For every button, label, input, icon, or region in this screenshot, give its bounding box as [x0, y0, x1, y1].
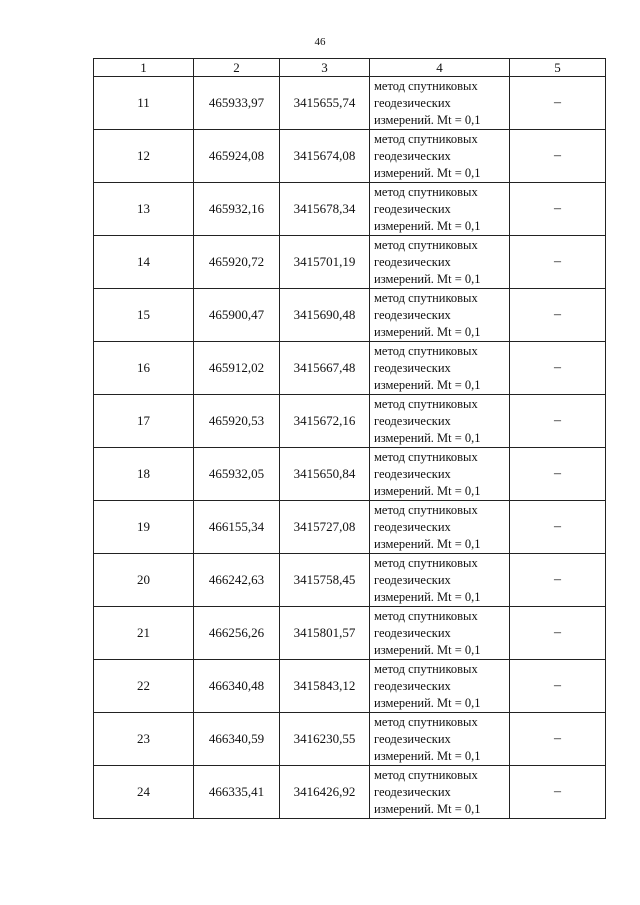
method-cell [370, 766, 510, 819]
x-coordinate-cell: 465932,05 [194, 448, 280, 501]
method-cell [370, 501, 510, 554]
x-coordinate-cell: 466242,63 [194, 554, 280, 607]
method-cell [370, 236, 510, 289]
column-header-5: 5 [510, 59, 606, 77]
x-coordinate-cell: 465900,47 [194, 289, 280, 342]
method-line: измерений. Mt = 0,1 [374, 536, 481, 551]
y-coordinate-cell: 3415701,19 [280, 236, 370, 289]
table-row [94, 554, 606, 607]
method-line: метод спутниковых [374, 608, 478, 623]
method-cell [370, 448, 510, 501]
note-cell: – [510, 395, 606, 448]
method-line: геодезических [374, 95, 451, 110]
point-number-cell: 15 [94, 289, 194, 342]
table-row [94, 183, 606, 236]
y-coordinate-cell: 3415843,12 [280, 660, 370, 713]
note-cell: – [510, 766, 606, 819]
y-coordinate-cell: 3415672,16 [280, 395, 370, 448]
table-row [94, 448, 606, 501]
point-number-cell: 18 [94, 448, 194, 501]
point-number-cell: 17 [94, 395, 194, 448]
note-cell: – [510, 342, 606, 395]
table-row [94, 607, 606, 660]
method-line: метод спутниковых [374, 184, 478, 199]
method-cell [370, 660, 510, 713]
method-line: метод спутниковых [374, 449, 478, 464]
point-number-cell: 16 [94, 342, 194, 395]
y-coordinate-cell: 3415678,34 [280, 183, 370, 236]
method-line: геодезических [374, 254, 451, 269]
header-row [94, 59, 606, 77]
x-coordinate-cell: 466256,26 [194, 607, 280, 660]
method-line: геодезических [374, 307, 451, 322]
point-number-cell: 13 [94, 183, 194, 236]
table-row [94, 660, 606, 713]
method-cell [370, 713, 510, 766]
coordinates-table [93, 58, 606, 819]
method-cell [370, 342, 510, 395]
column-header-4: 4 [370, 59, 510, 77]
table-row [94, 766, 606, 819]
method-line: геодезических [374, 625, 451, 640]
method-line: геодезических [374, 201, 451, 216]
x-coordinate-cell: 465912,02 [194, 342, 280, 395]
method-line: метод спутниковых [374, 343, 478, 358]
table-row [94, 501, 606, 554]
note-cell: – [510, 448, 606, 501]
method-line: метод спутниковых [374, 555, 478, 570]
note-cell: – [510, 607, 606, 660]
point-number-cell: 22 [94, 660, 194, 713]
method-line: геодезических [374, 466, 451, 481]
y-coordinate-cell: 3415650,84 [280, 448, 370, 501]
y-coordinate-cell: 3415727,08 [280, 501, 370, 554]
point-number-cell: 19 [94, 501, 194, 554]
table-header [94, 59, 606, 77]
note-cell: – [510, 289, 606, 342]
x-coordinate-cell: 466340,59 [194, 713, 280, 766]
x-coordinate-cell: 465933,97 [194, 77, 280, 130]
method-line: метод спутниковых [374, 767, 478, 782]
method-line: геодезических [374, 360, 451, 375]
note-cell: – [510, 713, 606, 766]
y-coordinate-cell: 3415801,57 [280, 607, 370, 660]
method-line: измерений. Mt = 0,1 [374, 801, 481, 816]
x-coordinate-cell: 466155,34 [194, 501, 280, 554]
point-number-cell: 11 [94, 77, 194, 130]
method-cell [370, 289, 510, 342]
y-coordinate-cell: 3415690,48 [280, 289, 370, 342]
y-coordinate-cell: 3415655,74 [280, 77, 370, 130]
y-coordinate-cell: 3415667,48 [280, 342, 370, 395]
table-row [94, 289, 606, 342]
method-line: метод спутниковых [374, 502, 478, 517]
method-line: геодезических [374, 572, 451, 587]
point-number-cell: 14 [94, 236, 194, 289]
table-row [94, 395, 606, 448]
method-line: измерений. Mt = 0,1 [374, 377, 481, 392]
method-line: метод спутниковых [374, 290, 478, 305]
x-coordinate-cell: 466335,41 [194, 766, 280, 819]
method-line: геодезических [374, 519, 451, 534]
method-line: геодезических [374, 148, 451, 163]
method-line: измерений. Mt = 0,1 [374, 589, 481, 604]
x-coordinate-cell: 466340,48 [194, 660, 280, 713]
method-line: измерений. Mt = 0,1 [374, 430, 481, 445]
table-row [94, 236, 606, 289]
y-coordinate-cell: 3415758,45 [280, 554, 370, 607]
point-number-cell: 23 [94, 713, 194, 766]
column-header-3: 3 [280, 59, 370, 77]
y-coordinate-cell: 3415674,08 [280, 130, 370, 183]
point-number-cell: 20 [94, 554, 194, 607]
point-number-cell: 24 [94, 766, 194, 819]
method-line: геодезических [374, 731, 451, 746]
method-line: метод спутниковых [374, 396, 478, 411]
method-line: метод спутниковых [374, 237, 478, 252]
table-row [94, 713, 606, 766]
method-line: измерений. Mt = 0,1 [374, 695, 481, 710]
x-coordinate-cell: 465920,72 [194, 236, 280, 289]
method-cell [370, 183, 510, 236]
page-number: 46 [314, 36, 326, 48]
y-coordinate-cell: 3416230,55 [280, 713, 370, 766]
table-body [94, 77, 606, 819]
y-coordinate-cell: 3416426,92 [280, 766, 370, 819]
method-line: геодезических [374, 413, 451, 428]
table-row [94, 342, 606, 395]
method-line: измерений. Mt = 0,1 [374, 165, 481, 180]
note-cell: – [510, 77, 606, 130]
method-line: измерений. Mt = 0,1 [374, 748, 481, 763]
point-number-cell: 12 [94, 130, 194, 183]
table-row [94, 130, 606, 183]
note-cell: – [510, 130, 606, 183]
method-line: измерений. Mt = 0,1 [374, 483, 481, 498]
note-cell: – [510, 183, 606, 236]
note-cell: – [510, 554, 606, 607]
method-line: метод спутниковых [374, 78, 478, 93]
note-cell: – [510, 236, 606, 289]
method-line: метод спутниковых [374, 131, 478, 146]
method-line: метод спутниковых [374, 714, 478, 729]
point-number-cell: 21 [94, 607, 194, 660]
x-coordinate-cell: 465924,08 [194, 130, 280, 183]
note-cell: – [510, 660, 606, 713]
x-coordinate-cell: 465932,16 [194, 183, 280, 236]
x-coordinate-cell: 465920,53 [194, 395, 280, 448]
method-cell [370, 130, 510, 183]
method-line: измерений. Mt = 0,1 [374, 271, 481, 286]
method-line: измерений. Mt = 0,1 [374, 218, 481, 233]
method-cell [370, 554, 510, 607]
method-line: измерений. Mt = 0,1 [374, 112, 481, 127]
method-line: геодезических [374, 678, 451, 693]
method-cell [370, 607, 510, 660]
method-cell [370, 77, 510, 130]
column-header-1: 1 [94, 59, 194, 77]
table-row [94, 77, 606, 130]
method-line: измерений. Mt = 0,1 [374, 324, 481, 339]
method-line: измерений. Mt = 0,1 [374, 642, 481, 657]
column-header-2: 2 [194, 59, 280, 77]
method-line: геодезических [374, 784, 451, 799]
method-line: метод спутниковых [374, 661, 478, 676]
method-cell [370, 395, 510, 448]
note-cell: – [510, 501, 606, 554]
